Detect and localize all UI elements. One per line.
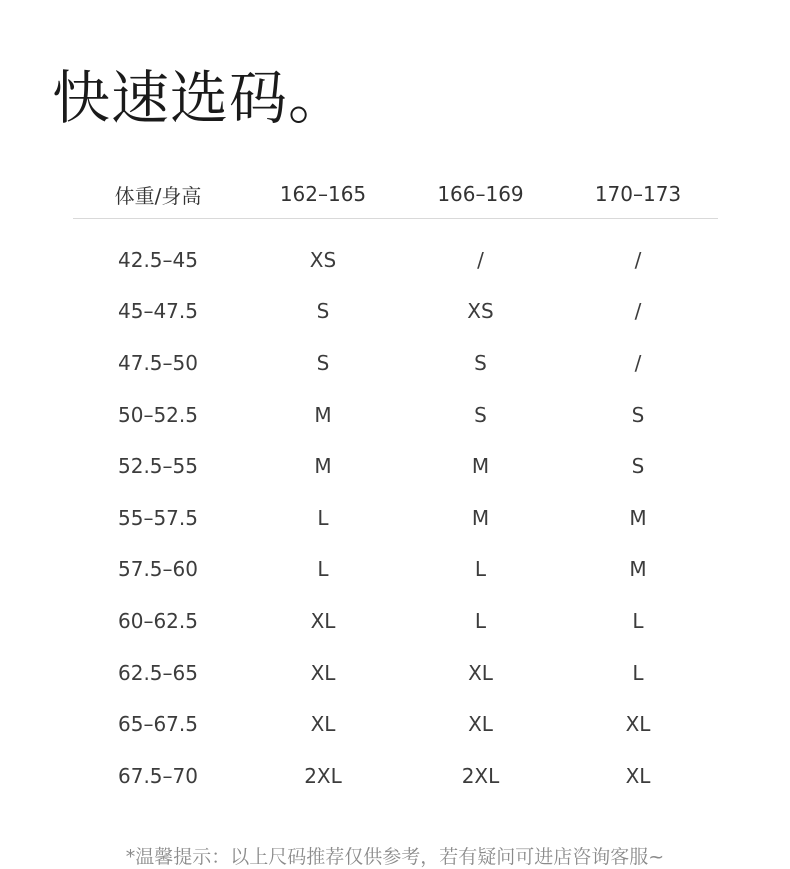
- weight-cell: 50–52.5: [118, 402, 198, 427]
- header-weight-height: 体重/身高: [114, 183, 202, 208]
- size-chart-table: [73, 170, 718, 802]
- weight-cell: 52.5–55: [118, 454, 198, 479]
- size-cell: M: [471, 454, 490, 479]
- table-row: [73, 647, 718, 699]
- size-cell: L: [317, 505, 329, 530]
- weight-cell: 55–57.5: [118, 505, 198, 530]
- size-cell: XL: [310, 608, 336, 633]
- size-cell: S: [631, 402, 645, 427]
- size-cell: /: [477, 247, 484, 272]
- table-row: [73, 750, 718, 802]
- size-cell: M: [629, 505, 647, 530]
- header-height-166-169: 166–169: [437, 182, 524, 206]
- size-cell: 2XL: [304, 763, 342, 788]
- weight-cell: 57.5–60: [118, 557, 198, 582]
- size-cell: L: [474, 608, 487, 633]
- size-cell: S: [316, 350, 330, 375]
- size-cell: XL: [625, 763, 651, 788]
- size-cell: M: [471, 505, 490, 530]
- weight-cell: 60–62.5: [118, 608, 198, 633]
- weight-cell: 47.5–50: [118, 350, 198, 375]
- table-row: [73, 544, 718, 596]
- size-cell: XL: [468, 712, 493, 737]
- size-cell: XS: [467, 299, 494, 324]
- table-row: [73, 492, 718, 544]
- size-cell: S: [474, 402, 487, 427]
- size-cell: 2XL: [461, 763, 500, 788]
- size-cell: XL: [625, 712, 651, 737]
- size-cell: /: [634, 350, 642, 375]
- size-cell: /: [634, 299, 642, 324]
- weight-cell: 65–67.5: [118, 712, 198, 737]
- page-title: 快速选码。: [52, 64, 348, 132]
- size-cell: /: [634, 247, 642, 272]
- size-cell: M: [314, 402, 332, 427]
- table-row: [73, 389, 718, 441]
- weight-cell: 42.5–45: [118, 247, 198, 272]
- table-row: [73, 595, 718, 647]
- size-cell: L: [474, 557, 487, 582]
- header-height-162-165: 162–165: [279, 182, 367, 206]
- size-cell: L: [317, 557, 329, 582]
- size-cell: XS: [309, 247, 337, 272]
- table-row: [73, 286, 718, 338]
- table-header-row: [73, 170, 718, 219]
- weight-cell: 45–47.5: [118, 299, 198, 324]
- size-cell: L: [632, 660, 644, 685]
- size-cell: M: [314, 454, 332, 479]
- table-row: [73, 234, 718, 286]
- size-cell: L: [632, 608, 644, 633]
- table-row: [73, 698, 718, 750]
- footnote-tip: *温馨提示：以上尺码推荐仅供参考，若有疑问可进店咨询客服~: [125, 846, 665, 868]
- header-height-170-173: 170–173: [594, 182, 682, 206]
- table-row: [73, 440, 718, 492]
- weight-cell: 62.5–65: [118, 660, 198, 685]
- size-cell: S: [631, 454, 645, 479]
- table-body: [73, 219, 718, 802]
- table-row: [73, 337, 718, 389]
- size-cell: XL: [310, 660, 336, 685]
- size-cell: XL: [468, 660, 493, 685]
- size-cell: XL: [310, 712, 336, 737]
- size-cell: S: [316, 299, 330, 324]
- size-cell: S: [474, 350, 487, 375]
- size-cell: M: [629, 557, 647, 582]
- weight-cell: 67.5–70: [118, 763, 198, 788]
